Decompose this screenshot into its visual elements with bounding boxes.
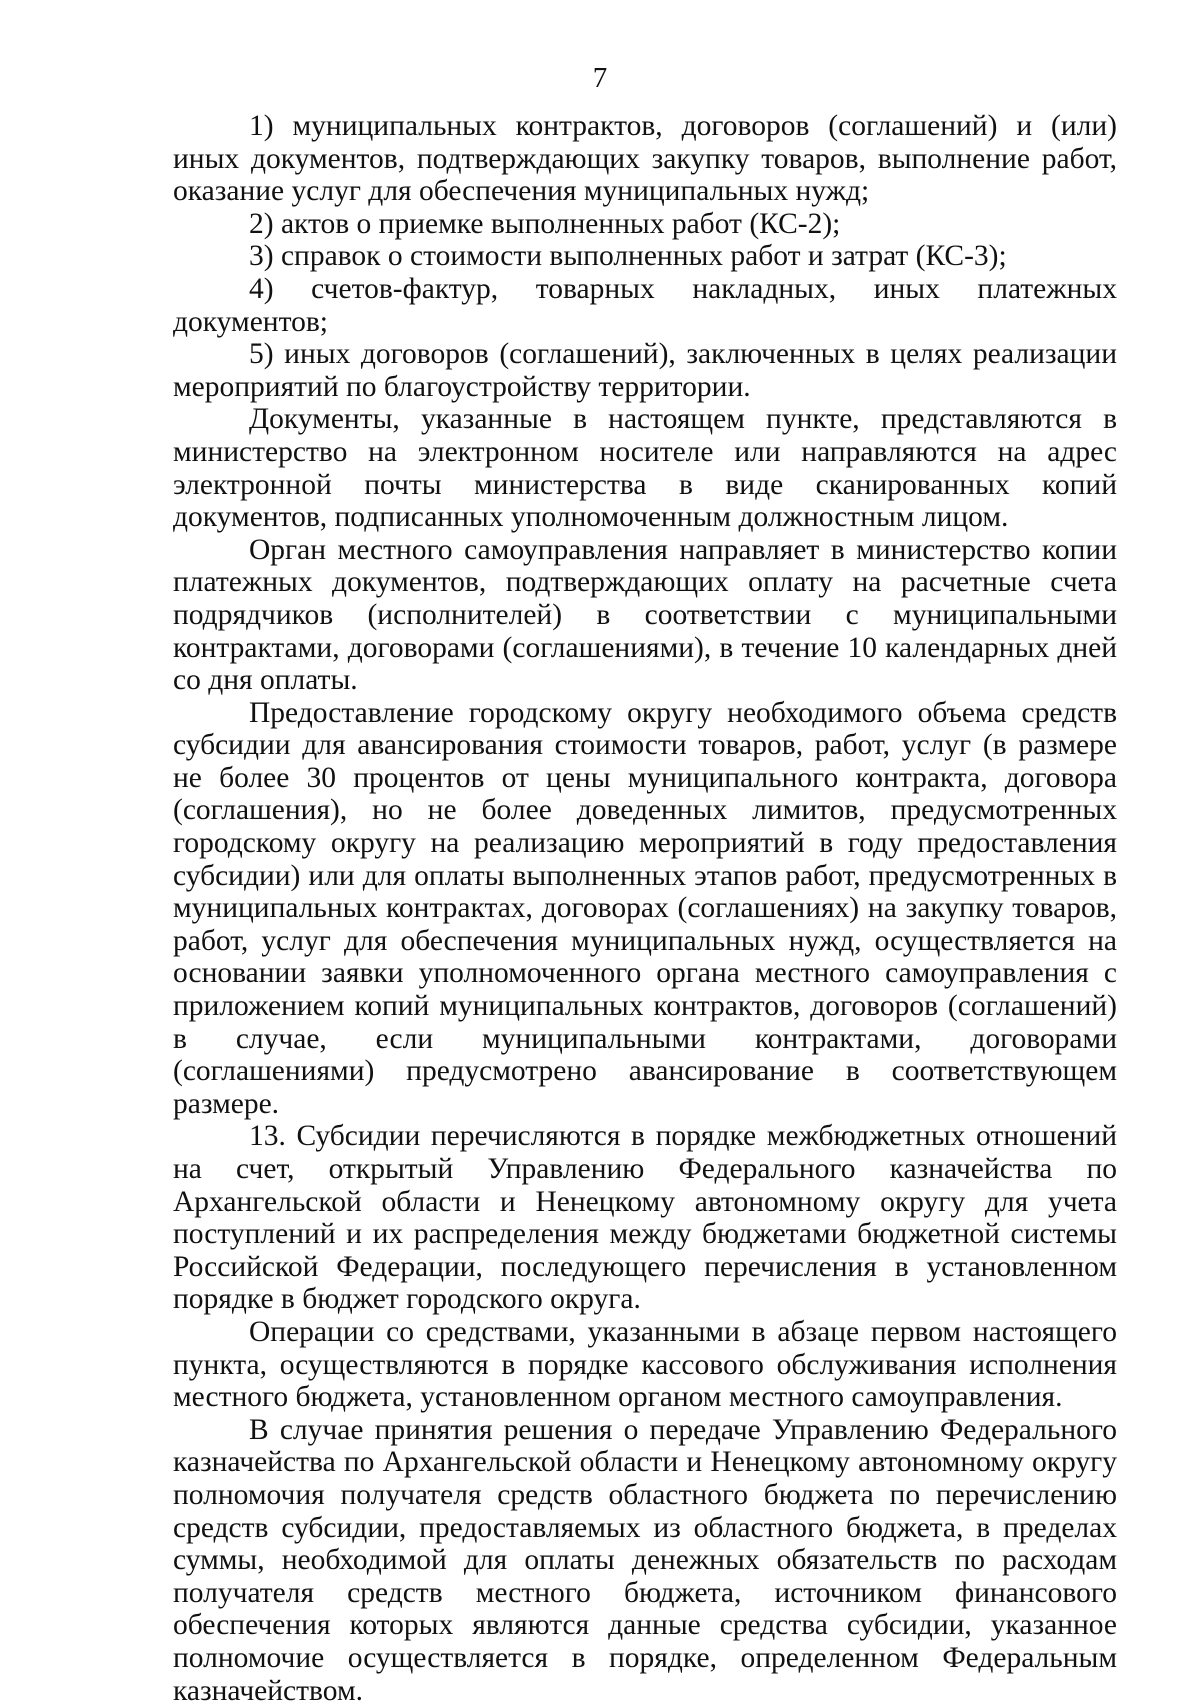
paragraph-advance-funding: Предоставление городскому округу необходимого объема средств субсидии для авансирования стоимости товаров, работ, услуг (в размере не более 30 процентов от цены муниципального контракта, договора (соглашения), но не более доведенных лимитов, предусмотренных городскому округу на реализацию мероприятий в году предоставления субсидии) или для оплаты выполненных этапов работ, предусмотренных в муниципальных контрактах, договорах (соглашениях) на закупку товаров, работ, услуг для обеспечения муниципальных нужд, осуществляется на основании заявки уполномоченного органа местного самоуправления с приложением копий муниципальных контрактов, договоров (соглашений) в случае, если муниципальными контрактами, договорами (соглашениями) предусмотрено авансирование в соответствующем размере. <box>173 696 1117 1120</box>
list-item-invoices: 4) счетов-фактур, товарных накладных, иных платежных документов; <box>173 272 1117 338</box>
page-number: 7 <box>592 62 608 94</box>
paragraph-section-13: 13. Субсидии перечисляются в порядке межбюджетных отношений на счет, открытый Управлению Федерального казначейства по Архангельской области и Ненецкому автономному округу для учета поступлений и их распределения между бюджетами бюджетной системы Российской Федерации, последующего перечисления в установленном порядке в бюджет городского округа. <box>173 1120 1117 1316</box>
paragraph-documents-submission: Документы, указанные в настоящем пункте, представляются в министерство на электронном носителе или направляются на адрес электронной почты министерства в виде сканированных копий документов, подписанных уполномоченным должностным лицом. <box>173 403 1117 534</box>
list-item-other-agreements: 5) иных договоров (соглашений), заключенных в целях реализации мероприятий по благоустройству территории. <box>173 338 1117 403</box>
paragraph-cash-operations: Операции со средствами, указанными в абзаце первом настоящего пункта, осуществляются в порядке кассового обслуживания исполнения местного бюджета, установленном органом местного самоуправления. <box>173 1315 1117 1414</box>
paragraph-treasury-powers: В случае принятия решения о передаче Управлению Федерального казначейства по Архангельской области и Ненецкому автономному округу полномочия получателя средств областного бюджета по перечислению средств субсидии, предоставляемых из областного бюджета, в пределах суммы, необходимой для оплаты денежных обязательств по расходам получателя средств местного бюджета, источником финансового обеспечения которых являются данные средства субсидии, указанное полномочие осуществляется в порядке, определенном Федеральным казначейством. <box>173 1413 1117 1707</box>
document-body <box>173 110 1117 1707</box>
list-item-acts-ks2: 2) актов о приемке выполненных работ (КС-2); <box>249 207 841 240</box>
list-item-certificates-ks3: 3) справок о стоимости выполненных работ и затрат (КС-3); <box>249 240 1007 273</box>
list-item-contracts: 1) муниципальных контрактов, договоров (соглашений) и (или) иных документов, подтверждающих закупку товаров, выполнение работ, оказание услуг для обеспечения муниципальных нужд; <box>173 110 1117 208</box>
paragraph-payment-copies: Орган местного самоуправления направляет в министерство копии платежных документов, подтверждающих оплату на расчетные счета подрядчиков (исполнителей) в соответствии с муниципальными контрактами, договорами (соглашениями), в течение 10 календарных дней со дня оплаты. <box>173 533 1117 697</box>
